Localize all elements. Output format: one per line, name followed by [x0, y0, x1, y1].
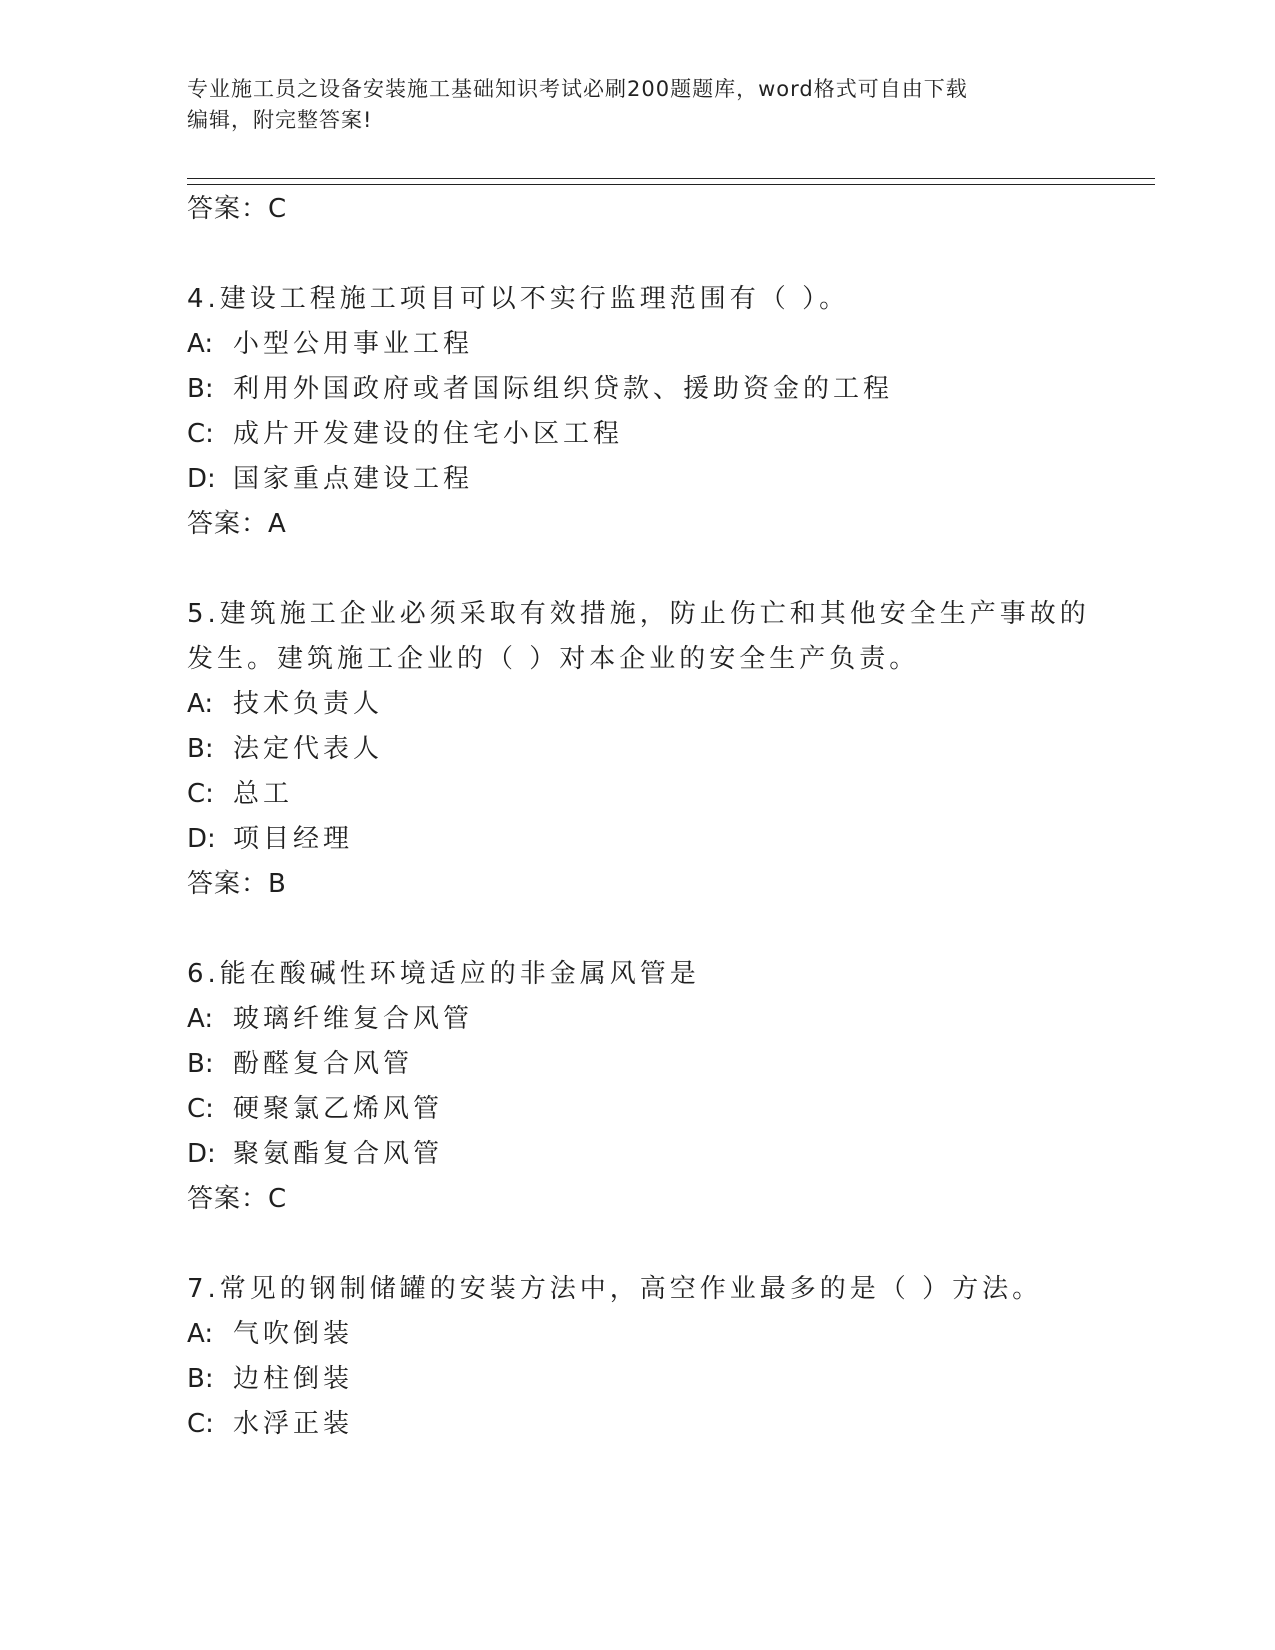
question-6-option-b — [187, 1048, 413, 1080]
answer-label: 答案： — [187, 1184, 269, 1214]
question-7-stem: 7.常见的钢制储罐的安装方法中，高空作业最多的是（ ）方法。 — [187, 1274, 1043, 1304]
question-7-option-b — [187, 1363, 353, 1395]
option-text: 成片开发建设的住宅小区工程 — [233, 419, 624, 449]
option-text: 项目经理 — [233, 824, 354, 854]
prev-answer — [187, 193, 287, 225]
option-letter: A: — [187, 1004, 214, 1034]
page-header — [187, 74, 1087, 136]
question-6-option-a — [187, 1003, 473, 1035]
option-letter: D: — [187, 1139, 216, 1169]
question-5-option-a — [187, 688, 383, 720]
header-line-2: 编辑，附完整答案! — [187, 108, 373, 132]
option-letter: B: — [187, 1364, 214, 1394]
question-7-option-c — [187, 1408, 353, 1440]
question-5-option-c — [187, 778, 293, 810]
option-letter: C: — [187, 419, 214, 449]
question-5-stem-line-2: 发生。建筑施工企业的（ ）对本企业的安全生产负责。 — [187, 644, 920, 674]
question-5-answer — [187, 868, 287, 900]
option-letter: B: — [187, 734, 214, 764]
header-divider — [187, 178, 1155, 185]
question-4-option-d — [187, 463, 473, 495]
option-text: 总工 — [233, 779, 294, 809]
question-7-option-a — [187, 1318, 353, 1350]
option-letter: B: — [187, 374, 214, 404]
option-text: 法定代表人 — [233, 734, 384, 764]
question-6-answer — [187, 1183, 287, 1215]
question-5-stem-line-1: 5.建筑施工企业必须采取有效措施，防止伤亡和其他安全生产事故的 — [187, 599, 1090, 629]
answer-label: 答案： — [187, 869, 269, 899]
option-text: 玻璃纤维复合风管 — [233, 1004, 474, 1034]
option-letter: C: — [187, 779, 214, 809]
option-letter: A: — [187, 329, 214, 359]
answer-value: C — [268, 194, 288, 224]
question-4-answer — [187, 508, 287, 540]
option-text: 酚醛复合风管 — [233, 1049, 414, 1079]
question-6-option-c — [187, 1093, 443, 1125]
option-letter: D: — [187, 824, 216, 854]
option-letter: A: — [187, 689, 214, 719]
question-6-option-d — [187, 1138, 443, 1170]
question-4-option-b — [187, 373, 893, 405]
question-4-option-a — [187, 328, 473, 360]
question-5-option-b — [187, 733, 383, 765]
header-line-1: 专业施工员之设备安装施工基础知识考试必刷200题题库，word格式可自由下载 — [187, 77, 968, 101]
option-text: 技术负责人 — [233, 689, 384, 719]
option-text: 聚氨酯复合风管 — [233, 1139, 444, 1169]
answer-label: 答案： — [187, 509, 269, 539]
option-text: 国家重点建设工程 — [233, 464, 474, 494]
option-letter: D: — [187, 464, 216, 494]
question-4-stem: 4.建设工程施工项目可以不实行监理范围有（ ）。 — [187, 284, 850, 314]
option-text: 小型公用事业工程 — [233, 329, 474, 359]
option-text: 利用外国政府或者国际组织贷款、援助资金的工程 — [233, 374, 894, 404]
option-letter: C: — [187, 1094, 214, 1124]
option-text: 边柱倒装 — [233, 1364, 354, 1394]
option-text: 气吹倒装 — [233, 1319, 354, 1349]
answer-value: B — [268, 869, 287, 899]
question-5-option-d — [187, 823, 353, 855]
answer-value: A — [268, 509, 287, 539]
option-letter: C: — [187, 1409, 214, 1439]
option-letter: B: — [187, 1049, 214, 1079]
option-text: 硬聚氯乙烯风管 — [233, 1094, 444, 1124]
answer-value: C — [268, 1184, 288, 1214]
question-4-option-c — [187, 418, 623, 450]
option-letter: A: — [187, 1319, 214, 1349]
option-text: 水浮正装 — [233, 1409, 354, 1439]
question-6-stem: 6.能在酸碱性环境适应的非金属风管是 — [187, 959, 700, 989]
answer-label: 答案： — [187, 194, 269, 224]
